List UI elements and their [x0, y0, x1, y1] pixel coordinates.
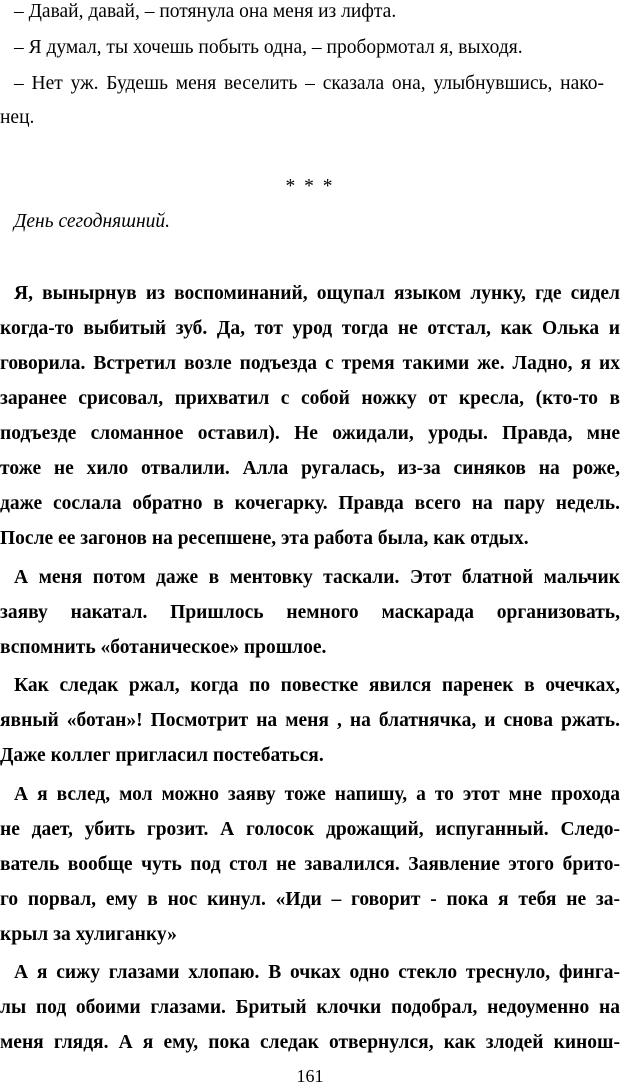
body-line-7: даже сослала обратно в кочегарку. Правда всего на пару недель.	[0, 493, 620, 514]
body-line-14: Даже коллег пригласил постебаться.	[0, 745, 324, 766]
section-heading: День сегодняшний.	[14, 211, 171, 232]
body-line-20: А я сижу глазами хлопаю. В очках одно стекло треснуло, финга-	[14, 962, 620, 983]
dialogue-line-4: нец.	[0, 107, 35, 128]
body-line-2: когда-то выбитый зуб. Да, тот урод тогда не отстал, как Олька и	[0, 318, 620, 339]
body-line-22: меня глядя. А я ему, пока следак отвернулся, как злодей кинош-	[0, 1032, 620, 1053]
body-line-10: заяву накатал. Пришлось немного маскарада организовать,	[0, 602, 620, 623]
dialogue-line-3: – Нет уж. Будешь меня веселить – сказала она, улыбнувшись, нако-	[14, 73, 604, 94]
dialogue-line-1: – Давай, давай, – потянула она меня из лифта.	[14, 1, 397, 22]
body-line-11: вспомнить «ботаническое» прошлое.	[0, 637, 327, 658]
page-number: 161	[296, 1066, 324, 1086]
body-line-3: говорила. Встретил возле подъезда с тремя такими же. Ладно, я их	[0, 353, 620, 374]
body-line-4: заранее срисовал, прихватил с собой ножку от кресла, (кто-то в	[0, 388, 620, 409]
dialogue-line-2: – Я думал, ты хочешь побыть одна, – пробормотал я, выходя.	[14, 37, 523, 58]
body-line-8: После ее загонов на ресепшене, эта работа была, как отдых.	[0, 528, 529, 549]
body-line-21: лы под обоими глазами. Бритый клочки подобрал, недоуменно на	[0, 997, 620, 1018]
body-line-17: ватель вообще чуть под стол не завалился. Заявление этого брито-	[0, 854, 620, 875]
body-line-1: Я, вынырнув из воспоминаний, ощупал языком лунку, где сидел	[14, 283, 620, 304]
body-line-6: тоже не хило отвалили. Алла ругалась, из-за синяков на роже,	[0, 458, 620, 479]
body-line-12: Как следак ржал, когда по повестке явился паренек в очечках,	[14, 675, 620, 696]
body-line-15: А я вслед, мол можно заяву тоже напишу, а то этот мне прохода	[14, 784, 620, 805]
section-separator: * * *	[285, 176, 335, 197]
body-line-13: явный «ботан»! Посмотрит на меня , на блатнячка, и снова ржать.	[0, 710, 620, 731]
body-line-5: подъезде сломанное оставил). Не ожидали, уроды. Правда, мне	[0, 423, 620, 444]
body-line-16: не дает, убить грозит. А голосок дрожащий, испуганный. Следо-	[0, 819, 620, 840]
body-line-18: го порвал, ему в нос кинул. «Иди – говорит - пока я тебя не за-	[0, 889, 620, 910]
body-line-19: крыл за хулиганку»	[0, 924, 177, 945]
body-line-9: А меня потом даже в ментовку таскали. Этот блатной мальчик	[14, 567, 620, 588]
